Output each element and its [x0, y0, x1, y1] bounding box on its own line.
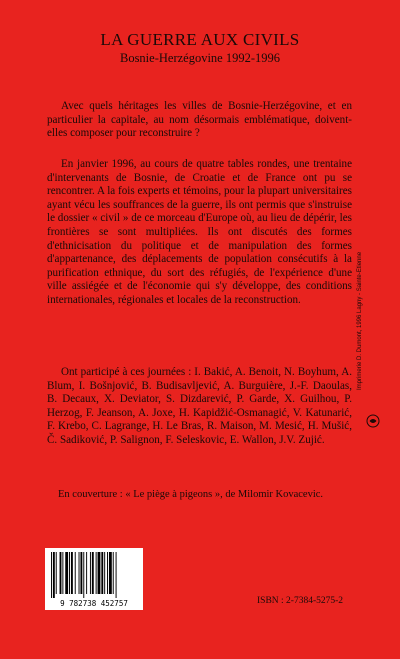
participants-paragraph: Ont participé à ces journées : I. Bakić, A. Benoit, N. Boyhum, A. Blum, I. Bošnjović, B. Budisavljević, A. Burguière, J.-F. Daoulas, B. Decaux, X. Deviator, S. Dizdarević, P. Garde, X. Guilhou, P. Herzog, F. Jeanson, A. Joxe, H. Kapidžić-Osmanagić, V. Katunarić, F. Krebo, C. Lagrange, H. Le Bras, R. Maison, M. Mesić, H. Mušić, Č. Sadiković, P. Salignon, F. Seleskovic, E. Wallon, J.V. Zujić. [47, 366, 352, 446]
book-subtitle: Bosnie-Herzégovine 1992-1996 [119, 51, 281, 65]
isbn: ISBN : 2-7384-5275-2 [257, 596, 344, 606]
intro-paragraph: Avec quels héritages les villes de Bosnie-Herzégovine, et en particulier la capitale, au nom désormais emblématique, doivent-elles composer pour reconstruire ? [47, 100, 352, 140]
barcode [45, 548, 143, 610]
barcode-number: 9 782738 452757 [60, 599, 128, 608]
barcode-bars-icon [49, 552, 139, 598]
circle-emblem-icon [366, 414, 380, 428]
description-paragraph: En janvier 1996, au cours de quatre tables rondes, une trentaine d'intervenants de Bosnie, de Croatie et de France ont pu se rencontrer. A la fois experts et témoins, pour la plupart universitaires ayant vécu les souffrances de la guerre, ils ont permis que s'instruise le dossier « civil » de ce morceau d'Europe où, au lieu de dépérir, les frontières se sont multipliées. Ils ont discutés des formes d'ethnicisation du politique et de manipulation des formes d'appartenance, des déplacements de population consécutifs à la purification ethnique, du sort des réfugiés, de l'expérience d'une ville assiégée et de l'économie qui s'y développe, des conditions internationales, régionales et locales de la reconstruction. [47, 158, 352, 306]
book-title: LA GUERRE AUX CIVILS [100, 30, 300, 49]
printer-note: Imprimerie D. Dumont, 1996 Lagny - Sainte-Etienne [357, 251, 363, 390]
cover-credit: En couverture : « Le piège à pigeons », de Milomir Kovacevic. [58, 489, 324, 500]
